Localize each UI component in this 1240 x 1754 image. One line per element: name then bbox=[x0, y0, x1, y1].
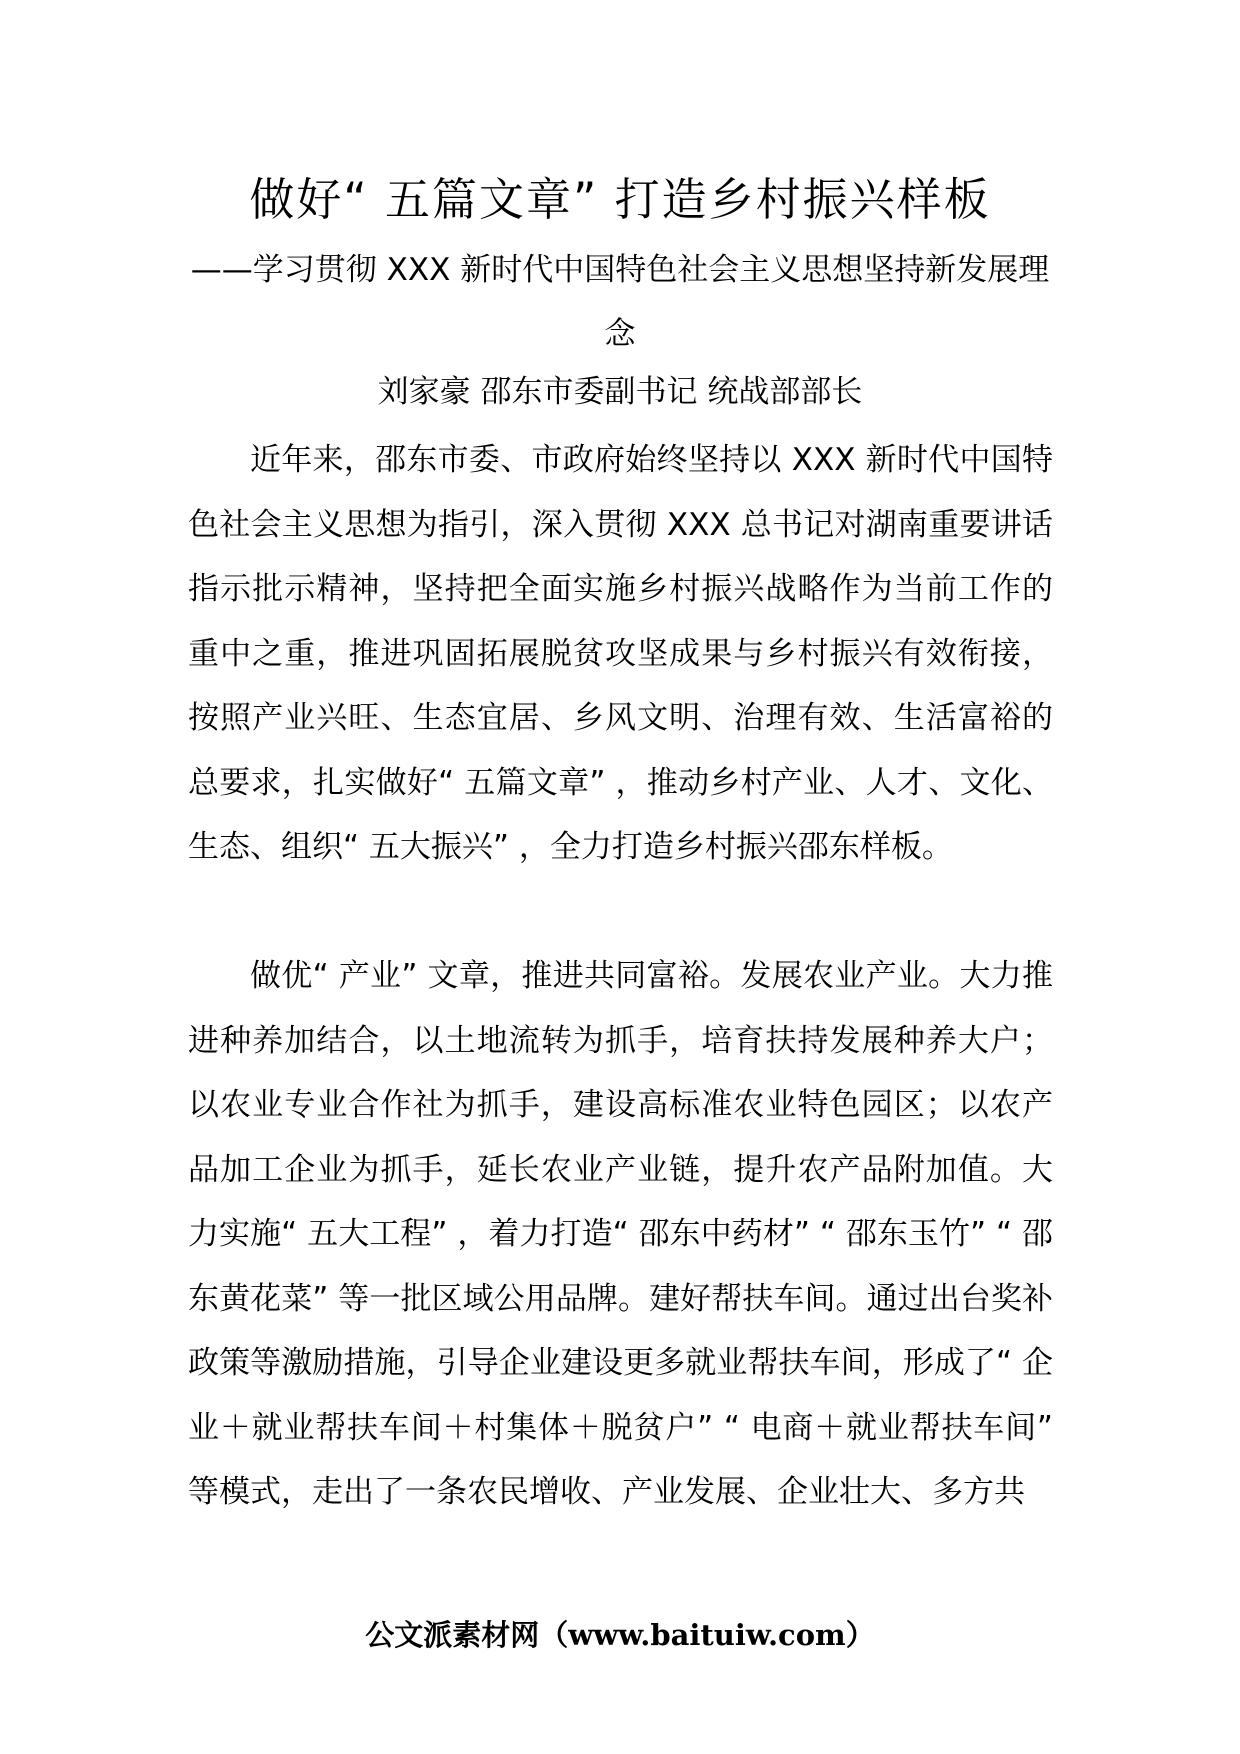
document-subtitle: ——学习贯彻 XXX 新时代中国特色社会主义思想坚持新发展理念 bbox=[190, 252, 1050, 352]
author-line: 刘家豪 邵东市委副书记 统战部部长 bbox=[377, 374, 863, 410]
body-paragraph: 近年来，邵东市委、市政府始终坚持以 XXX 新时代中国特色社会主义思想为指引，深入贯彻 XXX 总书记对湖南重要讲话指示批示精神，坚持把全面实施乡村振兴战略作为当前工作的重中之重，推进巩固拓展脱贫攻坚成果与乡村振兴有效衔接，按照产业兴旺、生态宜居、乡风文明、治理有效、生活富裕的总要求，扎实做好“ 五篇文章” ，推动乡村产业、人才、文化、生态、组织“ 五大振兴” ，全力打造乡村振兴邵东样板。 bbox=[188, 442, 1053, 865]
document-title: 做好“ 五篇文章” 打造乡村振兴样板 bbox=[249, 173, 991, 226]
footer-watermark: 公文派素材网（www.baituiw.com） bbox=[365, 1618, 875, 1652]
body-paragraph: 做优“ 产业” 文章，推进共同富裕。发展农业产业。大力推进种养加结合，以土地流转为抓手，培育扶持发展种养大户；以农业专业合作社为抓手，建设高标准农业特色园区；以农产品加工企业为抓手，延长农业产业链，提升农产品附加值。大力实施“ 五大工程” ，着力打造“ 邵东中药材” “ 邵东玉竹” “ 邵东黄花菜” 等一批区域公用品牌。建好帮扶车间。通过出台奖补政策等激励措施，引导企业建设更多就业帮扶车间，形成了“ 企业＋就业帮扶车间＋村集体＋脱贫户” “ 电商＋就业帮扶车间” 等模式，走出了一条农民增收、产业发展、企业壮大、多方共 bbox=[188, 958, 1053, 1510]
